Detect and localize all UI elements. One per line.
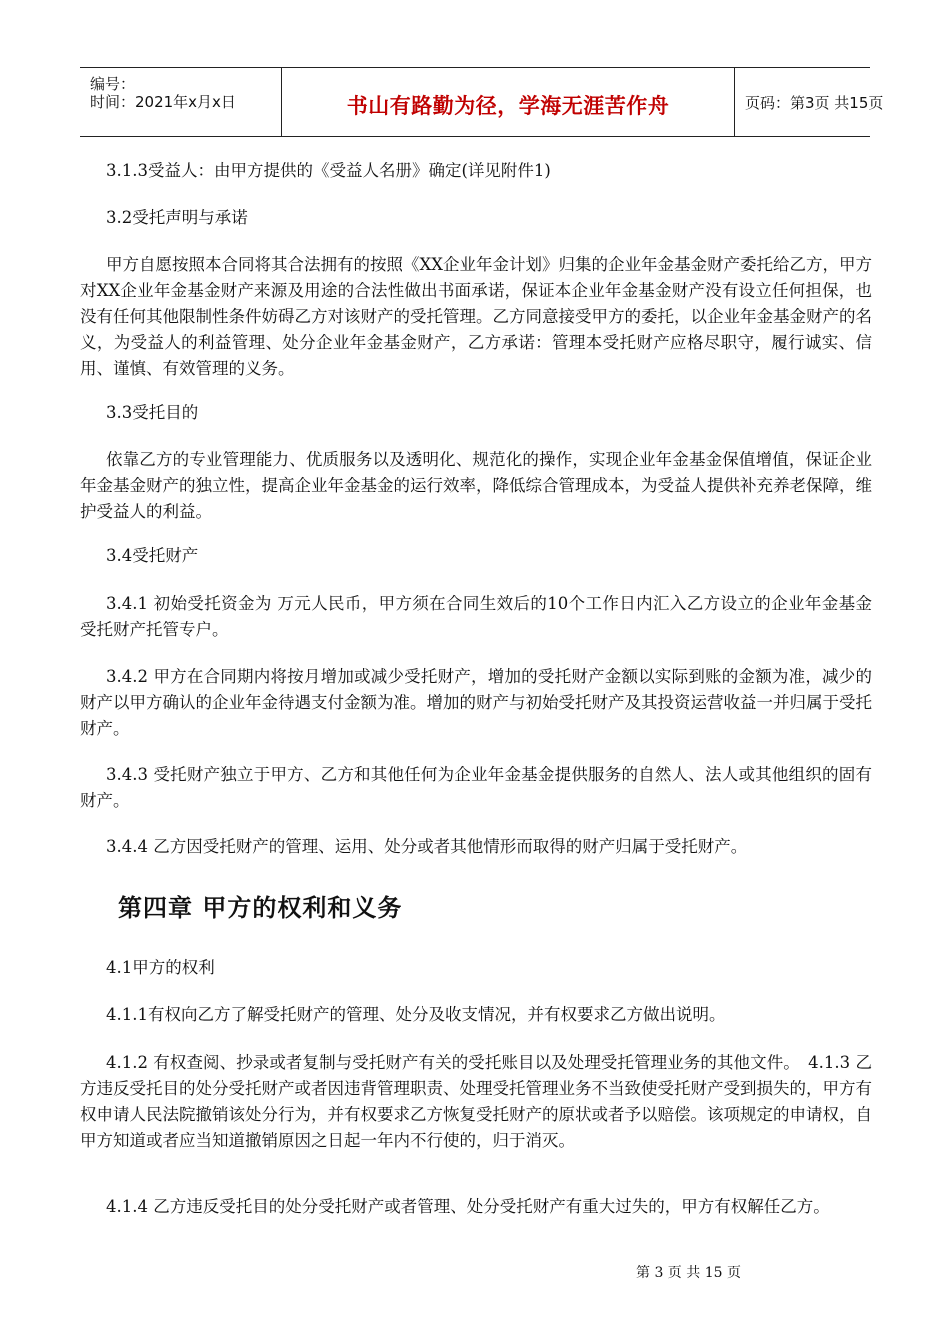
paragraph-3-3-body: 依靠乙方的专业管理能力、优质服务以及透明化、规范化的操作，实现企业年金基金保值增值，保证企业年金基金财产的独立性，提高企业年金基金的运行效率，降低综合管理成本，为受益人提供补充养老保障，维护受益人的利益。 <box>80 450 872 521</box>
header-meta-cell <box>80 68 280 136</box>
clause-4-1-4: 4.1.4 乙方违反受托目的处分受托财产或者管理、处分受托财产有重大过失的，甲方有权解任乙方。 <box>106 1197 830 1216</box>
clause-3-4-4: 3.4.4 乙方因受托财产的管理、运用、处分或者其他情形而取得的财产归属于受托财产。 <box>106 837 748 856</box>
header-motto-cell <box>281 68 735 136</box>
section-3-2-heading: 3.2受托声明与承诺 <box>106 208 248 227</box>
clause-4-1-1: 4.1.1有权向乙方了解受托财产的管理、处分及收支情况，并有权要求乙方做出说明。 <box>106 1005 726 1024</box>
section-3-3-heading: 3.3受托目的 <box>106 403 199 422</box>
paragraph-3-2-body: 甲方自愿按照本合同将其合法拥有的按照《XX企业年金计划》归集的企业年金基金财产委托给乙方，甲方对XX企业年金基金财产来源及用途的合法性做出书面承诺，保证本企业年金基金财产没有设立任何担保，也没有任何其他限制性条件妨碍乙方对该财产的受托管理。乙方同意接受甲方的委托，以企业年金基金财产的名义，为受益人的利益管理、处分企业年金基金财产，乙方承诺：管理本受托财产应格尽职守，履行诚实、信用、谨慎、有效管理的义务。 <box>80 255 872 378</box>
clause-4-1-2-and-4-1-3: 4.1.2 有权查阅、抄录或者复制与受托财产有关的受托账目以及处理受托管理业务的其他文件。 4.1.3 乙方违反受托目的处分受托财产或者因违背管理职责、处理受托管理业务不当致使受托财产受到损失的，甲方有权申请人民法院撤销该处分行为，并有权要求乙方恢复受托财产的原状或者予以赔偿。该项规定的申请权，自甲方知道或者应当知道撤销原因之日起一年内不行使的，归于消灭。 <box>80 1053 872 1150</box>
header-motto: 书山有路勤为径，学海无涯苦作舟 <box>346 94 670 118</box>
header-page-cell <box>735 68 884 136</box>
page-footer: 第 3 页 共 15 页 <box>636 1265 741 1281</box>
clause-3-1-3: 3.1.3受益人：由甲方提供的《受益人名册》确定(详见附件1) <box>106 161 551 180</box>
header-page-code: 页码：第3页 共15页 <box>745 94 884 112</box>
clause-3-4-3: 3.4.3 受托财产独立于甲方、乙方和其他任何为企业年金基金提供服务的自然人、法人或其他组织的固有财产。 <box>80 765 872 810</box>
page-header <box>80 67 884 137</box>
document-time: 时间：2021年x月x日 <box>90 93 236 111</box>
clause-3-4-2: 3.4.2 甲方在合同期内将按月增加或减少受托财产，增加的受托财产金额以实际到账的金额为准，减少的财产以甲方确认的企业年金待遇支付金额为准。增加的财产与初始受托财产及其投资运营收益一并归属于受托财产。 <box>80 667 872 738</box>
chapter-heading: 第四章 甲方的权利和义务 <box>118 894 403 922</box>
serial-number-label: 编号： <box>90 75 136 93</box>
clause-3-4-1: 3.4.1 初始受托资金为 万元人民币，甲方须在合同生效后的10个工作日内汇入乙方设立的企业年金基金受托财产托管专户。 <box>80 594 872 639</box>
section-3-4-heading: 3.4受托财产 <box>106 546 199 565</box>
section-4-1-heading: 4.1甲方的权利 <box>106 958 215 977</box>
